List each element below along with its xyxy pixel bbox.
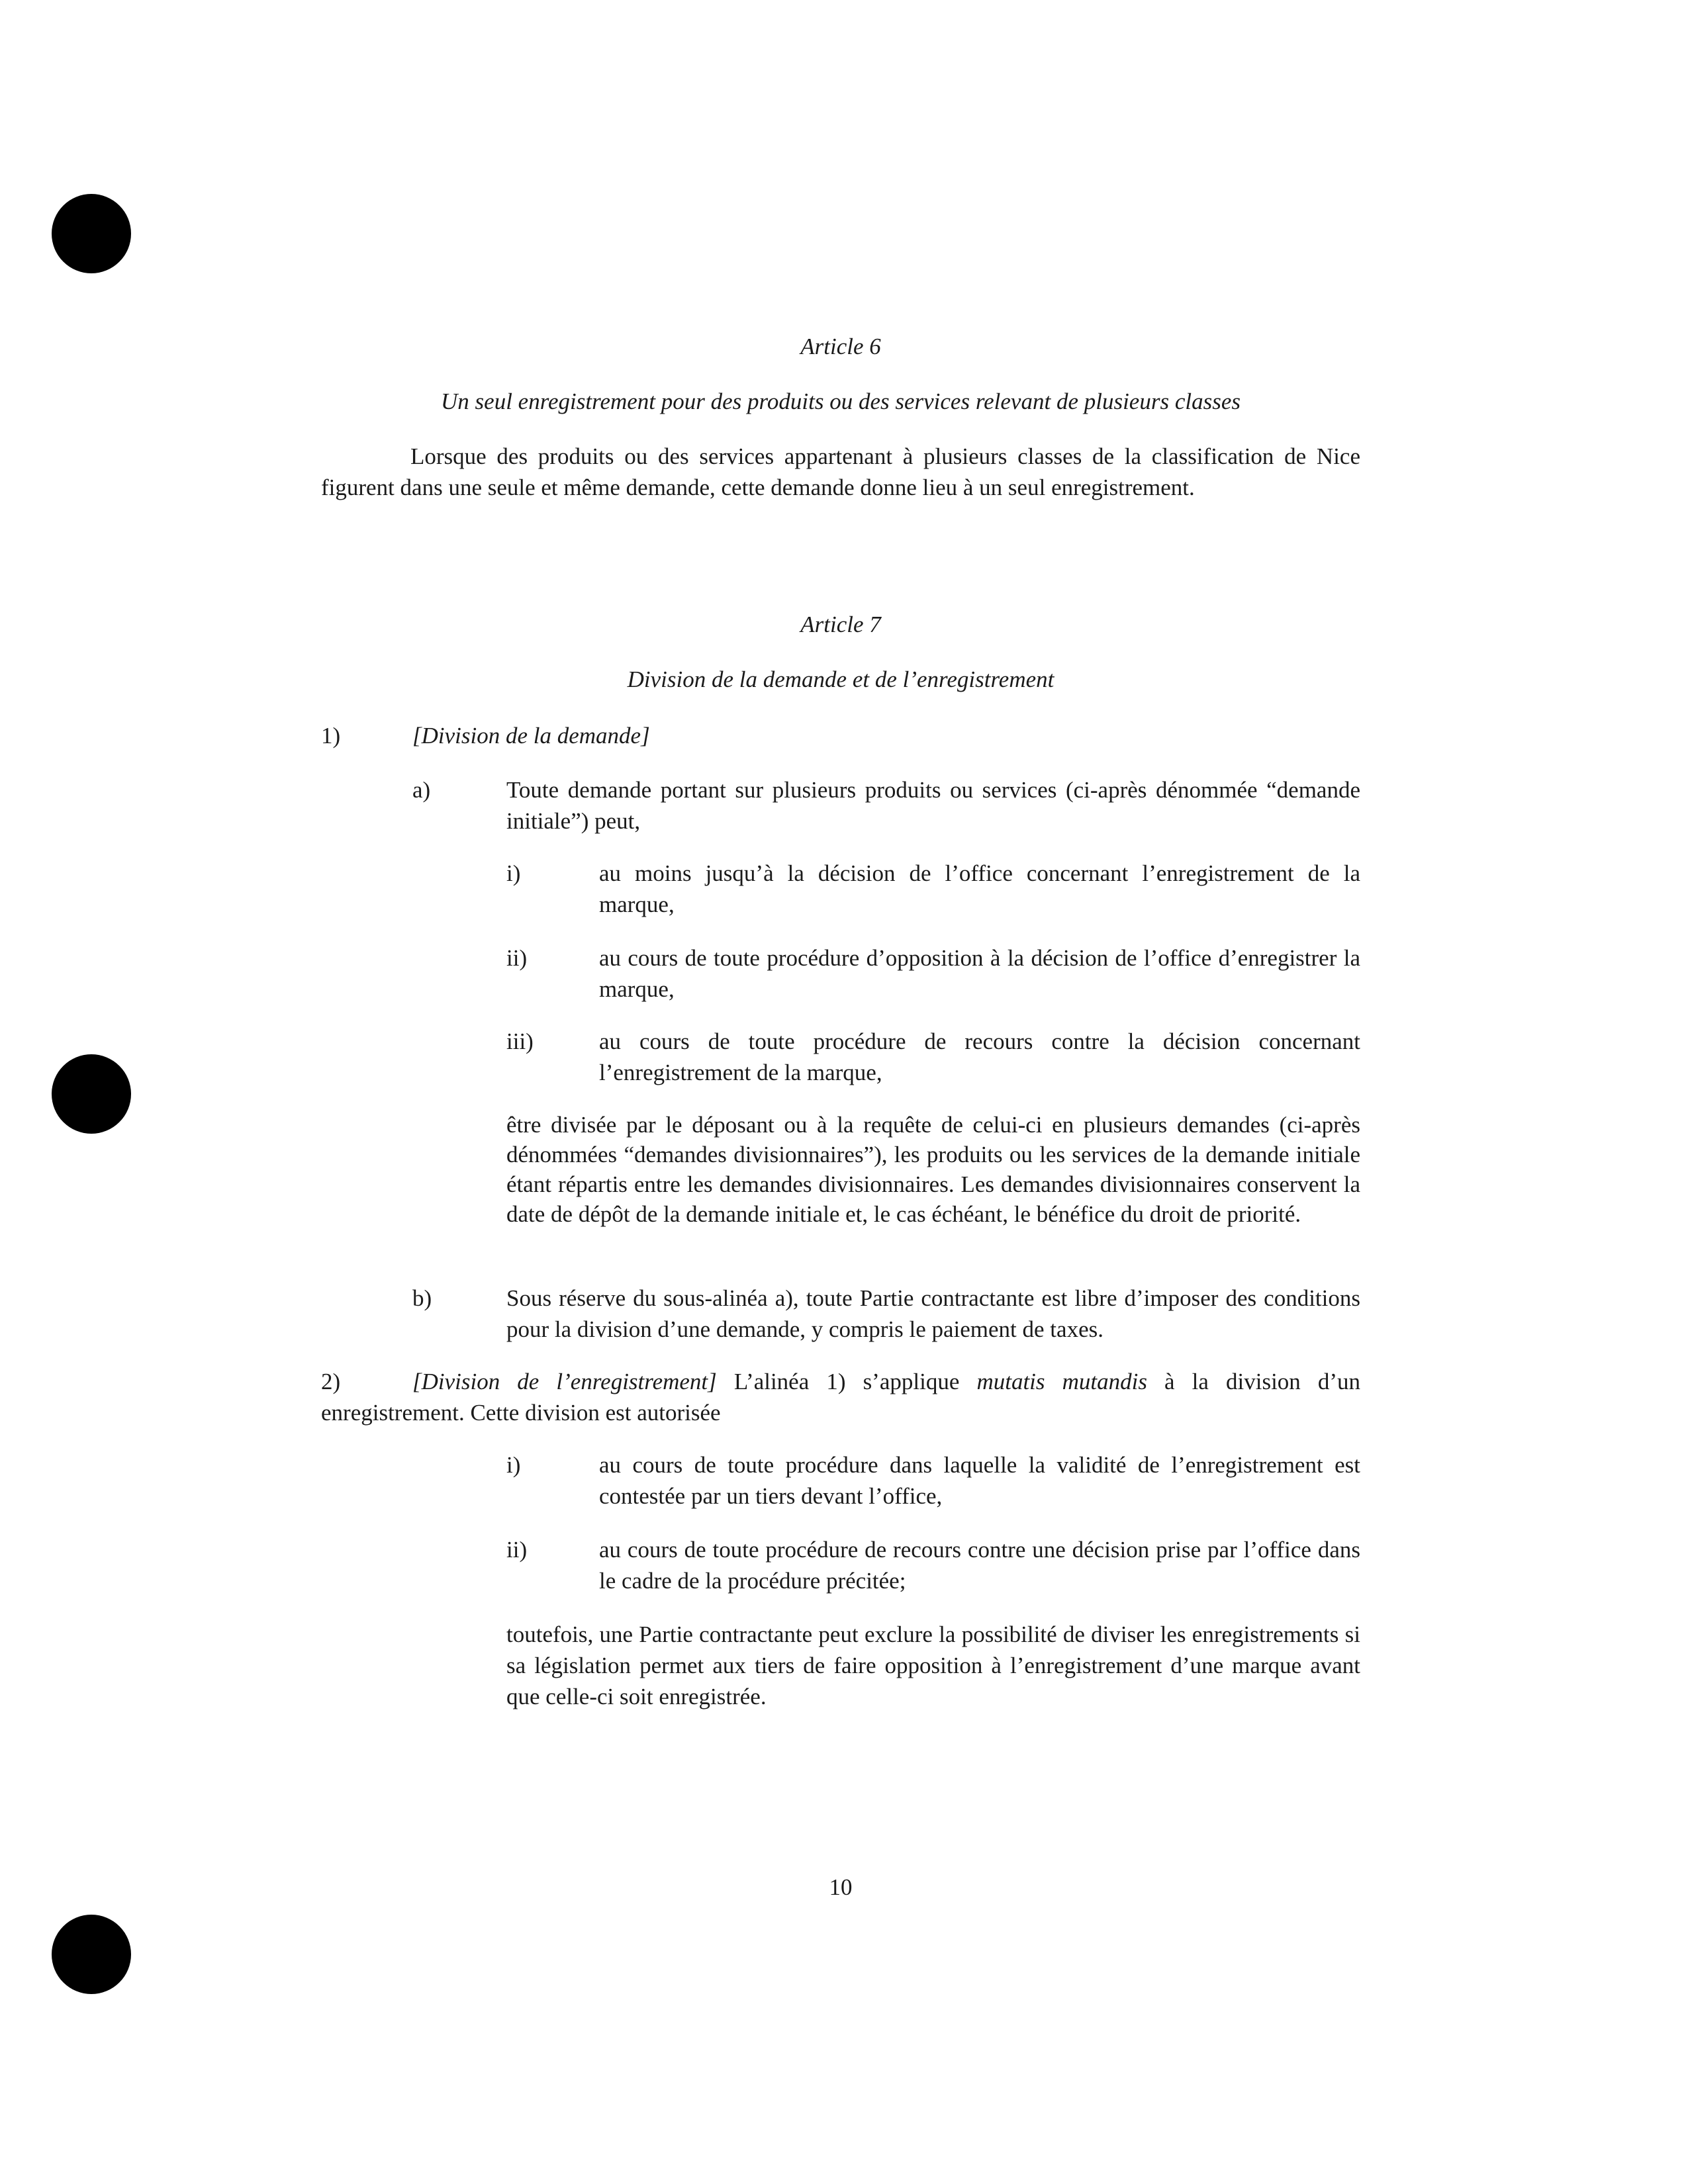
item-iii-text: au cours de toute procédure de recours contre la décision concernant l’enregistrement de la marque, <box>599 1028 1360 1085</box>
para2-text-before: L’alinéa 1) s’applique <box>733 1369 960 1394</box>
page-number: 10 <box>829 1874 853 1900</box>
para1-number: 1) <box>321 723 341 749</box>
para2-text-after: à la division d’un enregistrement. Cette division est autorisée <box>321 1369 1361 1426</box>
article6-heading: Article 6 <box>800 334 881 359</box>
article6-subtitle: Un seul enregistrement pour des produits ou des services relevant de plusieurs classes <box>441 388 1241 414</box>
punch-hole-top <box>52 194 131 273</box>
subpara-b-text: Sous réserve du sous-alinéa a), toute Partie contractante est libre d’imposer des conditions pour la division d’une demande, y compris le paiement de taxes. <box>506 1285 1360 1342</box>
para2-item-ii-number: ii) <box>506 1537 528 1563</box>
item-ii-number: ii) <box>506 945 528 971</box>
para2-item-i-number: i) <box>506 1452 521 1478</box>
para2-item-ii-text: au cours de toute procédure de recours contre une décision prise par l’office dans le cadre de la procédure précitée; <box>599 1537 1360 1594</box>
item-ii-text: au cours de toute procédure d’opposition à la décision de l’office d’enregistrer la marque, <box>599 945 1360 1002</box>
para2-latin-term: mutatis mutandis <box>976 1369 1147 1394</box>
punch-hole-bottom <box>52 1915 131 1994</box>
item-i-number: i) <box>506 860 521 886</box>
subpara-a-text: Toute demande portant sur plusieurs produits ou services (ci-après dénommée “demande initiale”) peut, <box>506 777 1360 834</box>
para2-conclusion: toutefois, une Partie contractante peut exclure la possibilité de diviser les enregistrements si sa législation permet aux tiers de faire opposition à l’enregistrement d’une marque avant que celle-ci soit enregistrée. <box>506 1621 1360 1709</box>
article6-body: Lorsque des produits ou des services appartenant à plusieurs classes de la classification de Nice figurent dans une seule et même demande, cette demande donne lieu à un seul enregistrement. <box>321 443 1360 500</box>
para2-text <box>321 1366 1360 1428</box>
subpara-a-label: a) <box>412 777 431 803</box>
article7-heading: Article 7 <box>800 612 881 637</box>
para1-title: [Division de la demande] <box>412 723 650 749</box>
subpara-b-label: b) <box>412 1285 432 1311</box>
article7-subtitle: Division de la demande et de l’enregistrement <box>627 666 1055 692</box>
para2-title: [Division de l’enregistrement] <box>412 1369 717 1394</box>
para2-number: 2) <box>321 1369 341 1394</box>
subpara-a-conclusion: être divisée par le déposant ou à la requête de celui-ci en plusieurs demandes (ci-après dénommées “demandes divisionnaires”), les produits ou les services de la demande initiale étant répartis entre les demandes divisionnaires. Les demandes divisionnaires conservent la date de dépôt de la demande initiale et, le cas échéant, le bénéfice du droit de priorité. <box>506 1112 1360 1227</box>
item-iii-number: iii) <box>506 1028 534 1054</box>
para2-item-i-text: au cours de toute procédure dans laquelle la validité de l’enregistrement est contestée par un tiers devant l’office, <box>599 1452 1360 1509</box>
punch-hole-middle <box>52 1054 131 1134</box>
item-i-text: au moins jusqu’à la décision de l’office concernant l’enregistrement de la marque, <box>599 860 1360 917</box>
